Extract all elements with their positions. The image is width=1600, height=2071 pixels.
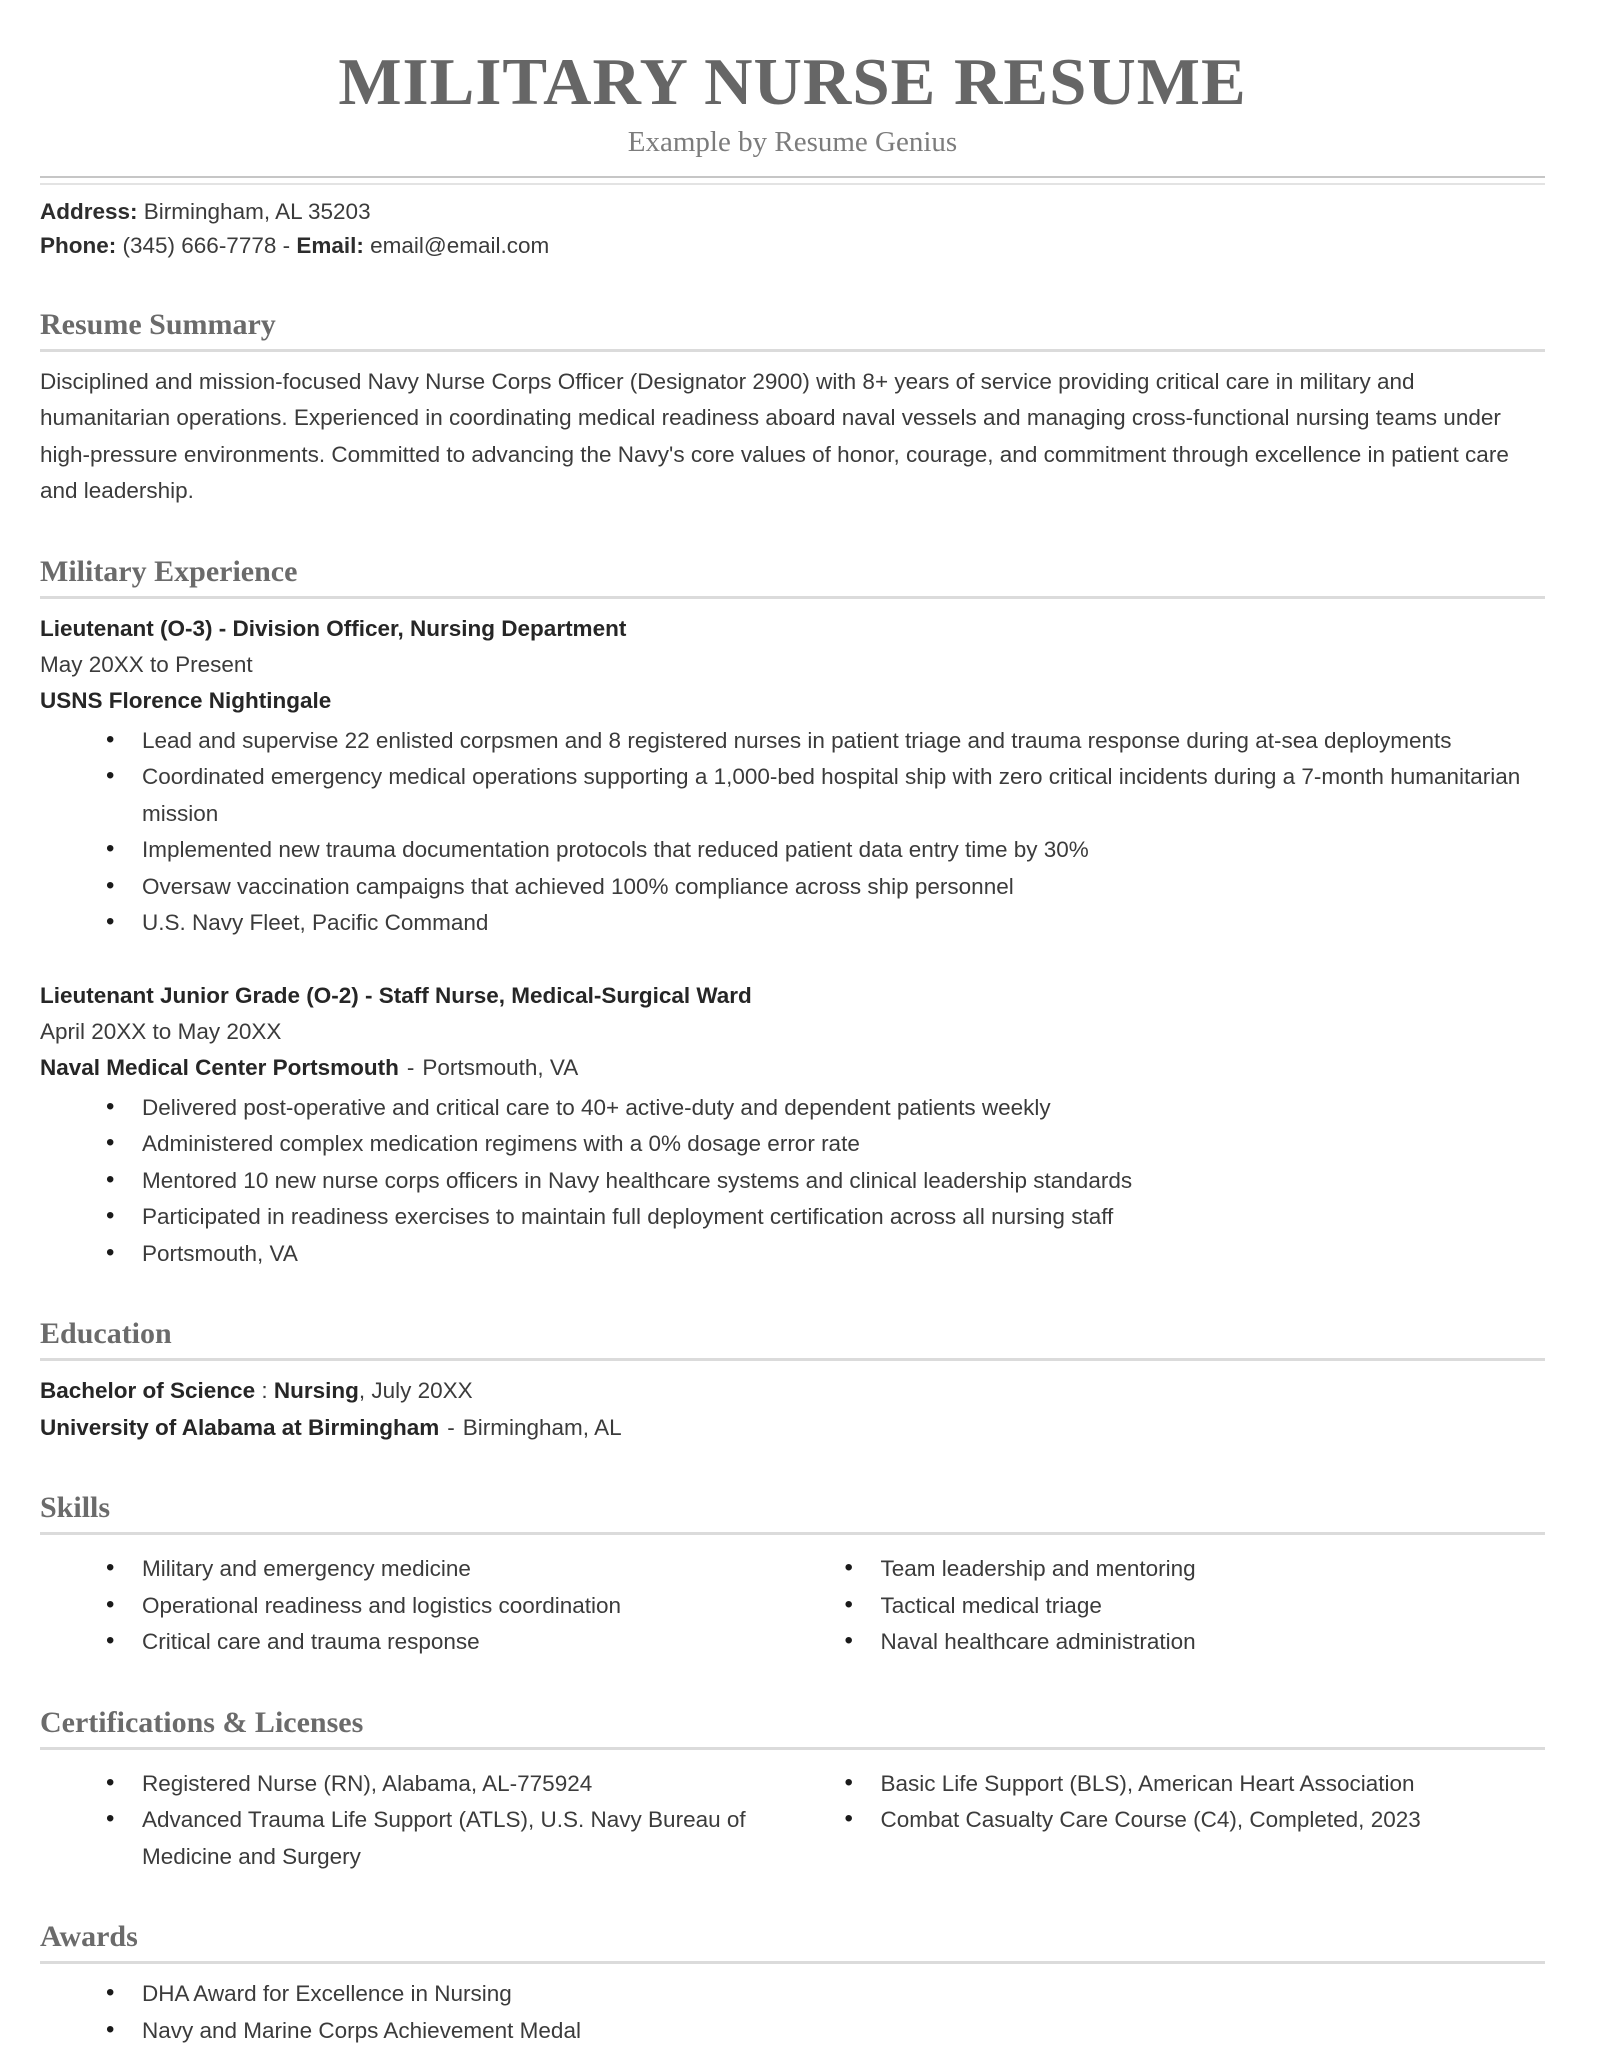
summary-heading: Resume Summary [40, 307, 276, 341]
bullet-item: • Mentored 10 new nurse corps officers in Navy healthcare systems and clinical leadership standards [104, 1163, 1545, 1200]
page-title: MILITARY NURSE RESUME [338, 45, 1247, 119]
contact-phone-line [40, 229, 1545, 263]
education-heading: Education [40, 1317, 172, 1351]
heading-underline [40, 1747, 1545, 1750]
skills-heading: Skills [40, 1491, 111, 1525]
header-divider [40, 176, 1545, 185]
address-value: Birmingham, AL 35203 [137, 198, 371, 224]
organization-name: USNS Florence Nightingale [40, 687, 332, 713]
job-block-1 [40, 611, 1545, 942]
bullet-list [40, 723, 1545, 942]
experience-heading: Military Experience [40, 554, 298, 588]
awards-heading: Awards [40, 1920, 138, 1954]
bullet-item: • Advanced Trauma Life Support (ATLS), U.S. Navy Bureau of Medicine and Surgery [104, 1802, 783, 1875]
section-certifications [40, 1705, 1545, 1876]
bullet-item: • Critical care and trauma response [104, 1624, 783, 1661]
job-block-2 [40, 978, 1545, 1273]
bullet-item: • Basic Life Support (BLS), American Heart Association [843, 1766, 1546, 1803]
bullet-list [40, 1090, 1545, 1273]
job-title: Lieutenant Junior Grade (O-2) - Staff Nurse, Medical-Surgical Ward [40, 982, 752, 1008]
awards-list [40, 1976, 1545, 2049]
org-location-separator: - [406, 1054, 415, 1080]
bullet-item: • DHA Award for Excellence in Nursing [104, 1976, 1545, 2013]
bullet-item: • U.S. Navy Fleet, Pacific Command [104, 905, 1545, 942]
bullet-item: • Administered complex medication regimens with a 0% dosage error rate [104, 1126, 1545, 1163]
skills-list-left [40, 1551, 783, 1661]
bullet-item: • Implemented new trauma documentation protocols that reduced patient data entry time by 30% [104, 832, 1545, 869]
job-organization [40, 683, 1545, 719]
address-label: Address: [40, 198, 138, 224]
certifications-list-left [40, 1766, 783, 1876]
degree-separator: : [255, 1378, 274, 1404]
bullet-item: • Military and emergency medicine [104, 1551, 783, 1588]
heading-underline [40, 349, 1545, 352]
organization-name: Naval Medical Center Portsmouth [40, 1054, 399, 1080]
bullet-item: • Registered Nurse (RN), Alabama, AL-775924 [104, 1766, 783, 1803]
certifications-list-right [803, 1766, 1546, 1876]
page-subtitle: Example by Resume Genius [627, 126, 958, 159]
contact-block [40, 195, 1545, 263]
bullet-item: • Participated in readiness exercises to maintain full deployment certification across all nursing staff [104, 1199, 1545, 1236]
school-location-separator: - [447, 1414, 455, 1440]
degree-name: Bachelor of Science [40, 1378, 256, 1404]
bullet-item: • Lead and supervise 22 enlisted corpsmen and 8 registered nurses in patient triage and trauma response during at-sea deployments [104, 723, 1545, 760]
job-dates: May 20XX to Present [40, 651, 253, 677]
bullet-item: • Navy and Marine Corps Achievement Medal [104, 2013, 1545, 2050]
degree-major: Nursing [273, 1378, 359, 1404]
heading-underline [40, 1532, 1545, 1535]
bullet-item: • Operational readiness and logistics coordination [104, 1588, 783, 1625]
bullet-item: • Combat Casualty Care Course (C4), Completed, 2023 [843, 1802, 1546, 1839]
contact-address-line [40, 195, 1545, 229]
heading-underline [40, 1961, 1545, 1964]
skills-columns [40, 1547, 1545, 1661]
skills-list-right [803, 1551, 1546, 1661]
phone-label: Phone: [40, 232, 117, 258]
school-location: Birmingham, AL [462, 1414, 622, 1440]
section-awards [40, 1919, 1545, 2049]
education-degree-line [40, 1373, 1545, 1410]
degree-date: , July 20XX [358, 1378, 473, 1404]
bullet-item: • Delivered post-operative and critical care to 40+ active-duty and dependent patients weekly [104, 1090, 1545, 1127]
bullet-item: • Coordinated emergency medical operations supporting a 1,000-bed hospital ship with zero critical incidents during a 7-month humanitarian mission [104, 759, 1545, 832]
section-skills [40, 1490, 1545, 1661]
certifications-heading: Certifications & Licenses [40, 1705, 364, 1739]
section-education [40, 1316, 1545, 1446]
email-label: Email: [296, 232, 364, 258]
bullet-item: • Tactical medical triage [843, 1588, 1546, 1625]
section-military-experience [40, 554, 1545, 1273]
bullet-item: • Portsmouth, VA [104, 1236, 1545, 1273]
organization-location: Portsmouth, VA [422, 1054, 579, 1080]
job-dates: April 20XX to May 20XX [40, 1018, 282, 1044]
job-organization [40, 1050, 1545, 1086]
heading-underline [40, 1358, 1545, 1361]
bullet-item: • Team leadership and mentoring [843, 1551, 1546, 1588]
heading-underline [40, 596, 1545, 599]
job-title: Lieutenant (O-3) - Division Officer, Nursing Department [40, 615, 627, 641]
summary-text: Disciplined and mission-focused Navy Nurse Corps Officer (Designator 2900) with 8+ years of service providing critical care in military and humanitarian operations. Experienced in coordinating medical readiness aboard naval vessels and managing cross-functional nursing teams under high-pressure environments. Committed to advancing the Navy's core values of honor, courage, and commitment through excellence in patient care and leadership. [40, 368, 1509, 504]
education-school-line [40, 1410, 1545, 1447]
section-resume-summary [40, 307, 1545, 510]
phone-value: (345) 666-7778 - [116, 232, 297, 258]
email-value: email@email.com [363, 232, 550, 258]
bullet-item: • Naval healthcare administration [843, 1624, 1546, 1661]
school-name: University of Alabama at Birmingham [40, 1414, 440, 1440]
certifications-columns [40, 1762, 1545, 1876]
bullet-item: • Oversaw vaccination campaigns that achieved 100% compliance across ship personnel [104, 869, 1545, 906]
